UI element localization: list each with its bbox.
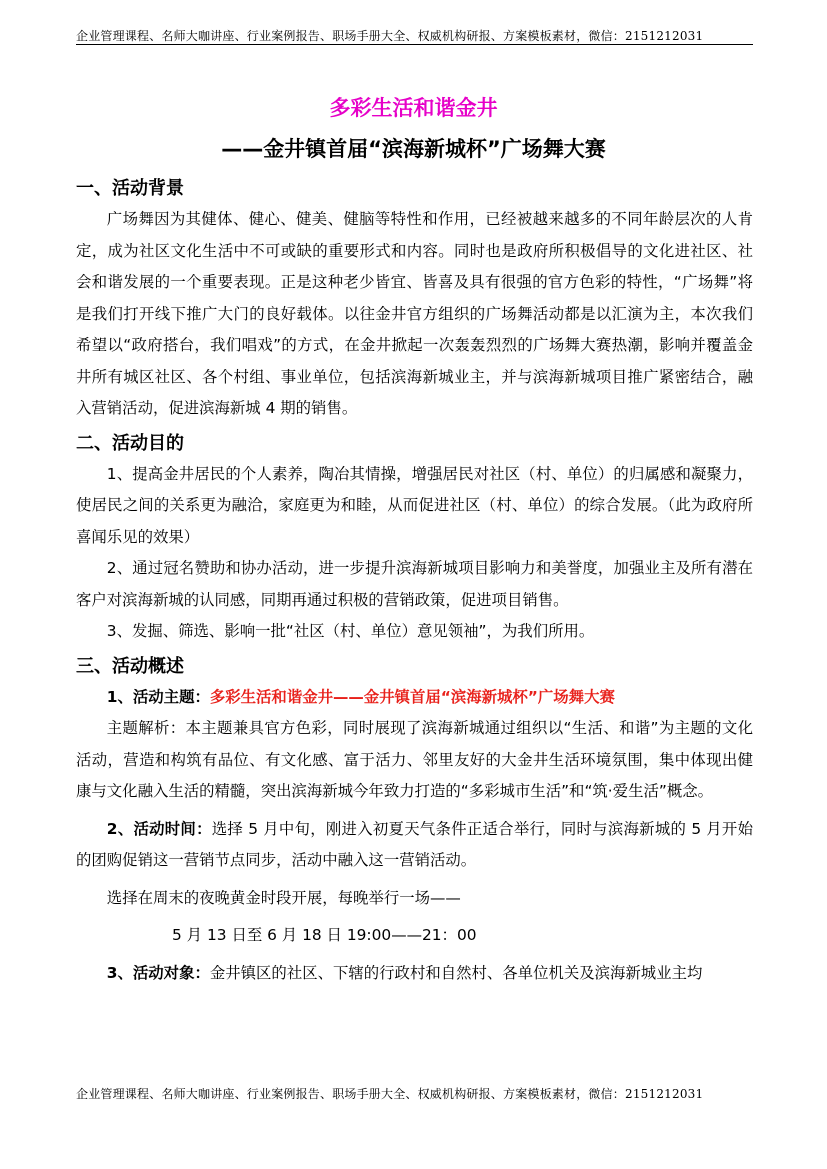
time-paragraph — [76, 814, 753, 877]
theme-line — [76, 682, 753, 714]
document-body — [76, 174, 753, 989]
purpose-item-2: 2、通过冠名赞助和协办活动，进一步提升滨海新城项目影响力和美誉度，加强业主及所有潜在客户对滨海新城的认同感，同期再通过积极的营销政策，促进项目销售。 — [76, 559, 753, 609]
background-paragraph: 广场舞因为其健体、健心、健美、健脑等特性和作用，已经被越来越多的不同年龄层次的人肯定，成为社区文化生活中不可或缺的重要形式和内容。同时也是政府所积极倡导的文化进社区、社会和谐发展的一个重要表现。正是这种老少皆宜、皆喜及具有很强的官方色彩的特性，“广场舞”将是我们打开线下推广大门的良好载体。以往金井官方组织的广场舞活动都是以汇演为主，本次我们希望以“政府搭台，我们唱戏”的方式，在金井掀起一次轰轰烈烈的广场舞大赛热潮，影响并覆盖金井所有城区社区、各个村组、事业单位，包括滨海新城业主，并与滨海新城项目推广紧密结合，融入营销活动，促进滨海新城 4 期的销售。 — [76, 210, 753, 417]
purpose-item-1: 1、提高金井居民的个人素养，陶冶其情操，增强居民对社区（村、单位）的归属感和凝聚力，使居民之间的关系更为融洽，家庭更为和睦，从而促进社区（村、单位）的综合发展。（此为政府所喜闻乐见的效果） — [76, 464, 753, 546]
page-header: 企业管理课程、名师大咖讲座、行业案例报告、职场手册大全、权威机构研报、方案模板素材，微信：2151212031 — [76, 29, 704, 43]
section-heading-overview: 三、活动概述 — [76, 655, 184, 677]
target-paragraph — [76, 958, 753, 990]
header-divider — [76, 44, 753, 45]
document-title: 多彩生活和谐金井 — [329, 96, 498, 120]
document-subtitle: ——金井镇首届“滨海新城杯”广场舞大赛 — [221, 137, 606, 161]
time-note: 选择在周末的夜晚黄金时段开展，每晚举行一场—— — [106, 888, 461, 907]
target-label: 3、活动对象： — [106, 963, 210, 982]
time-range: 5 月 13 日至 6 月 18 日 19:00——21：00 — [172, 926, 477, 944]
section-heading-background: 一、活动背景 — [76, 178, 184, 199]
page-footer: 企业管理课程、名师大咖讲座、行业案例报告、职场手册大全、权威机构研报、方案模板素材，微信：2151212031 — [76, 1087, 704, 1101]
theme-value: 多彩生活和谐金井——金井镇首届“滨海新城杯”广场舞大赛 — [209, 687, 615, 706]
target-value: 金井镇区的社区、下辖的行政村和自然村、各单位机关及滨海新城业主均 — [209, 963, 703, 982]
theme-analysis: 主题解析：本主题兼具官方色彩，同时展现了滨海新城通过组织以“生活、和谐”为主题的文化活动，营造和构筑有品位、有文化感、富于活力、邻里友好的大金井生活环境氛围，集中体现出健康与文化融入生活的精髓，突出滨海新城今年致力打造的“多彩城市生活”和“筑·爱生活”概念。 — [76, 719, 753, 800]
time-value: 选择 5 月中旬，刚进入初夏天气条件正适合举行，同时与滨海新城的 5 月开始的团购促销这一营销节点同步，活动中融入这一营销活动。 — [76, 819, 753, 869]
purpose-item-3: 3、发掘、筛选、影响一批“社区（村、单位）意见领袖”，为我们所用。 — [106, 622, 595, 640]
time-label: 2、活动时间： — [106, 819, 212, 838]
theme-label: 1、活动主题： — [106, 687, 210, 706]
section-heading-purpose: 二、活动目的 — [76, 432, 184, 454]
